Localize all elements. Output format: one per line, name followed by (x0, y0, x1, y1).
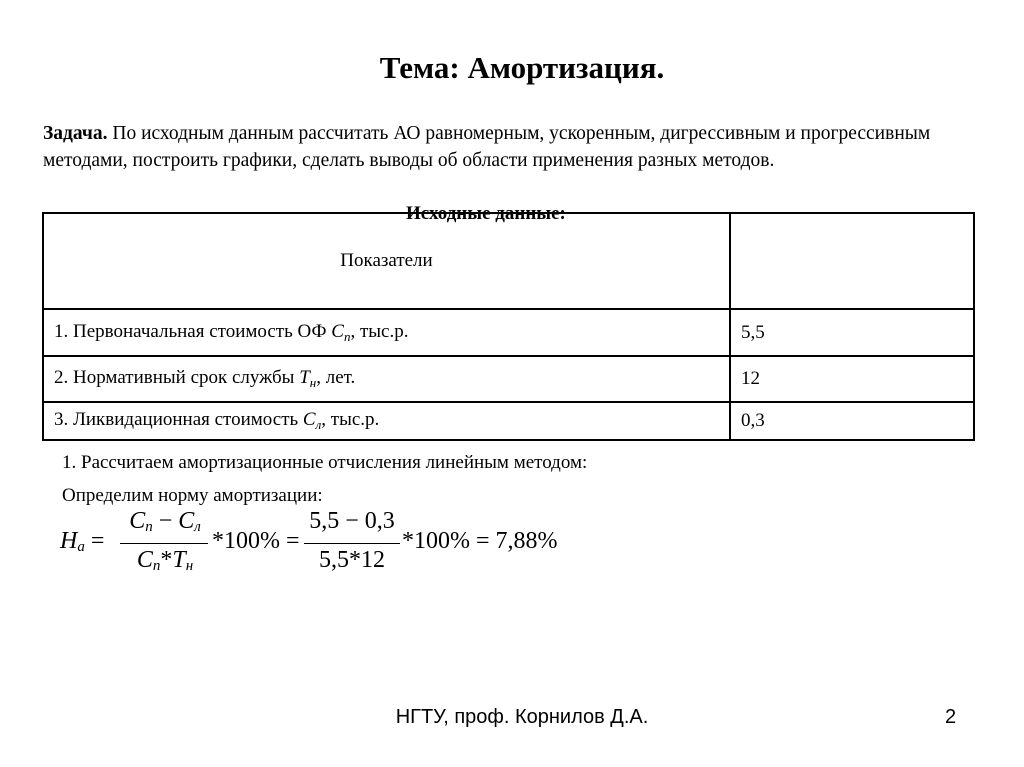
header-cell-value (730, 213, 974, 309)
formula-var: C (129, 508, 146, 534)
row-label (43, 356, 730, 402)
fraction1-bar (120, 543, 208, 544)
row-label-text: 2. Нормативный срок службы (54, 367, 300, 388)
formula-op: * (160, 547, 173, 573)
row-label (43, 309, 730, 356)
table-header-row (43, 213, 974, 309)
row-label (43, 402, 730, 440)
row-value: 5,5 (730, 309, 974, 356)
amortization-rate-formula (60, 505, 620, 581)
formula-sub: н (185, 558, 194, 574)
formula-lhs: $Н_а$ = (60, 528, 105, 555)
row-unit: , лет. (316, 367, 356, 388)
formula-sub: п (152, 558, 161, 574)
table-caption: Исходные данные: (406, 203, 566, 224)
slide-title: Тема: Амортизация. (379, 50, 665, 85)
formula-sub: л (194, 519, 201, 535)
source-data-table (42, 212, 975, 441)
row-label-text: 1. Первоначальная стоимость ОФ (54, 320, 332, 342)
row-symbol: T (299, 367, 310, 388)
fraction2-denominator: 5,5*12 (319, 547, 385, 573)
task-label: Задача. (43, 123, 108, 144)
step-one-text: 1. Рассчитаем амортизационные отчисления линейным методом: (62, 452, 588, 473)
formula-var: T (172, 547, 186, 573)
fraction1-numerator (124, 508, 206, 536)
formula-sub: п (145, 519, 153, 535)
row-symbol: C (302, 409, 316, 430)
row-unit: , тыс.р. (350, 320, 409, 342)
row-symbol-subscript: п (343, 328, 351, 344)
task-text: По исходным данным рассчитать АО равномерным, ускоренным, дигрессивным и прогрессивным методами, построить графики, сделать выводы об области применения разных методов. (43, 123, 931, 171)
formula-var: C (136, 547, 153, 573)
formula-lhs-symbol: Н (60, 528, 78, 554)
formula-mult1: *100% = (212, 528, 300, 554)
row-unit: , тыс.р. (321, 409, 380, 430)
fraction2-bar (304, 543, 400, 544)
formula-op: − (152, 508, 179, 534)
table-caption-clip (380, 197, 660, 224)
row-value: 0,3 (730, 402, 974, 440)
row-symbol-subscript: л (315, 417, 322, 432)
row-symbol: C (331, 320, 344, 342)
row-value: 12 (730, 356, 974, 402)
row-symbol-subscript: н (309, 375, 317, 390)
row-label-text: 3. Ликвидационная стоимость (54, 409, 303, 430)
table-row (43, 356, 974, 402)
formula-var: C (178, 508, 195, 534)
formula-result: *100% = 7,88% (402, 528, 558, 554)
formula-lhs-subscript: а (77, 539, 85, 555)
page-number: 2 (945, 706, 957, 728)
table-row (43, 309, 974, 356)
fraction1-denominator (124, 547, 206, 575)
footer-author: НГТУ, проф. Корнилов Д.А. (395, 706, 649, 728)
step-two-text: Определим норму амортизации: (62, 485, 323, 506)
header-cell-indicators: Показатели (43, 213, 730, 309)
table-row (43, 402, 974, 440)
task-paragraph (43, 120, 983, 174)
fraction2-numerator: 5,5 − 0,3 (309, 508, 395, 534)
